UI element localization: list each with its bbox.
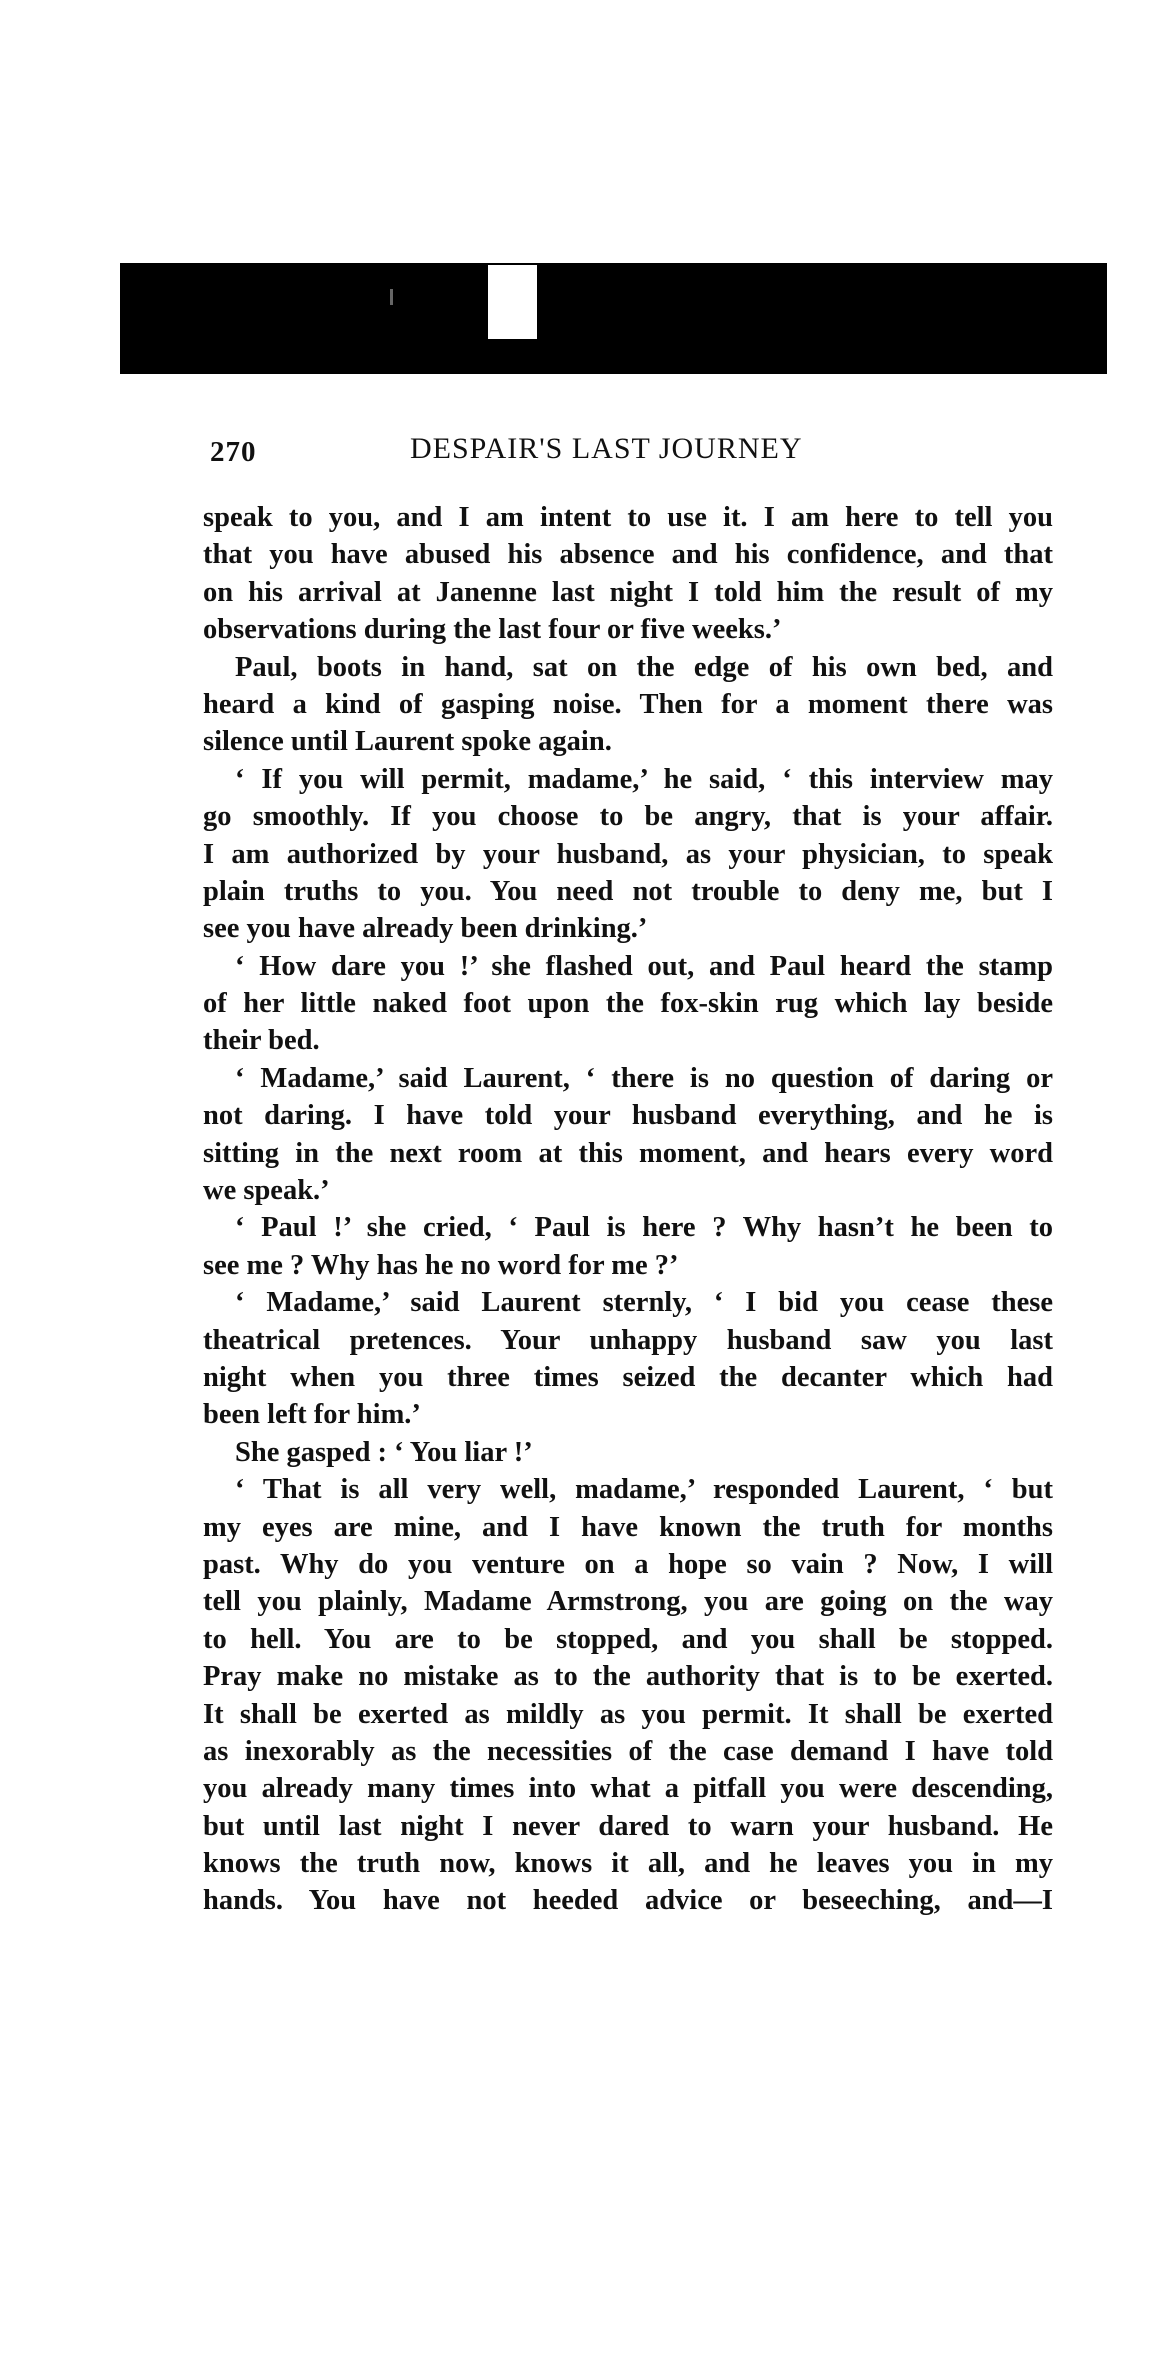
text-line: go smoothly. If you choose to be angry, that is your affair. [203,801,1053,833]
text-line: ‘ Madame,’ said Laurent sternly, ‘ I bid you cease these [235,1287,1053,1319]
text-line: speak to you, and I am intent to use it. I am here to tell you [203,502,1053,533]
page-number: 270 [210,436,257,468]
body-text [203,499,1053,1920]
text-line: I am authorized by your husband, as your physician, to speak [203,838,1053,870]
scan-artifact-mark [390,289,393,305]
text-line: tell you plainly, Madame Armstrong, you are going on the way [203,1586,1053,1618]
text-line: see you have already been drinking.’ [203,913,648,945]
text-line: on his arrival at Janenne last night I told him the result of my [203,576,1053,608]
text-line: my eyes are mine, and I have known the truth for months [203,1511,1053,1543]
text-line: see me ? Why has he no word for me ?’ [203,1249,679,1281]
text-line: It shall be exerted as mildly as you permit. It shall be exerted [203,1698,1053,1730]
text-line: not daring. I have told your husband everything, and he is [203,1100,1053,1132]
text-line: ‘ Paul !’ she cried, ‘ Paul is here ? Why hasn’t he been to [235,1212,1053,1244]
text-line: Paul, boots in hand, sat on the edge of his own bed, and [235,651,1053,683]
running-head [210,432,1052,476]
text-line: ‘ How dare you !’ she flashed out, and Paul heard the stamp [235,950,1053,982]
text-line: plain truths to you. You need not trouble to deny me, but I [203,875,1053,907]
scan-header-bar [120,263,1107,374]
text-line: theatrical pretences. Your unhappy husband saw you last [203,1324,1053,1356]
text-line: silence until Laurent spoke again. [203,726,612,758]
text-line: knows the truth now, knows it all, and he leaves you in my [203,1848,1053,1880]
text-line: but until last night I never dared to warn your husband. He [203,1810,1053,1842]
text-line: observations during the last four or five weeks.’ [203,614,782,646]
text-line: She gasped : ‘ You liar !’ [235,1436,533,1468]
text-line: that you have abused his absence and his confidence, and that [203,539,1053,571]
text-line: you already many times into what a pitfall you were descending, [203,1773,1053,1805]
text-line: ‘ If you will permit, madame,’ he said, ‘ this interview may [235,763,1053,795]
text-line: we speak.’ [203,1175,330,1207]
text-line: heard a kind of gasping noise. Then for a moment there was [203,688,1053,720]
text-line: Pray make no mistake as to the authority that is to be exerted. [203,1661,1053,1693]
text-line: their bed. [203,1025,320,1057]
text-line: been left for him.’ [203,1399,421,1431]
text-line: sitting in the next room at this moment, and hears every word [203,1137,1053,1169]
text-line: as inexorably as the necessities of the case demand I have told [203,1735,1053,1767]
text-line: to hell. You are to be stopped, and you shall be stopped. [203,1623,1053,1655]
text-line: of her little naked foot upon the fox-skin rug which lay beside [203,988,1053,1020]
text-line: ‘ Madame,’ said Laurent, ‘ there is no question of daring or [235,1062,1053,1094]
text-line: ‘ That is all very well, madame,’ responded Laurent, ‘ but [235,1474,1053,1506]
running-title: DESPAIR'S LAST JOURNEY [410,432,803,465]
text-line: night when you three times seized the decanter which had [203,1361,1053,1393]
scan-notch [488,265,537,339]
text-line: past. Why do you venture on a hope so vain ? Now, I will [203,1548,1053,1580]
text-line: hands. You have not heeded advice or beseeching, and—I [203,1885,1053,1917]
